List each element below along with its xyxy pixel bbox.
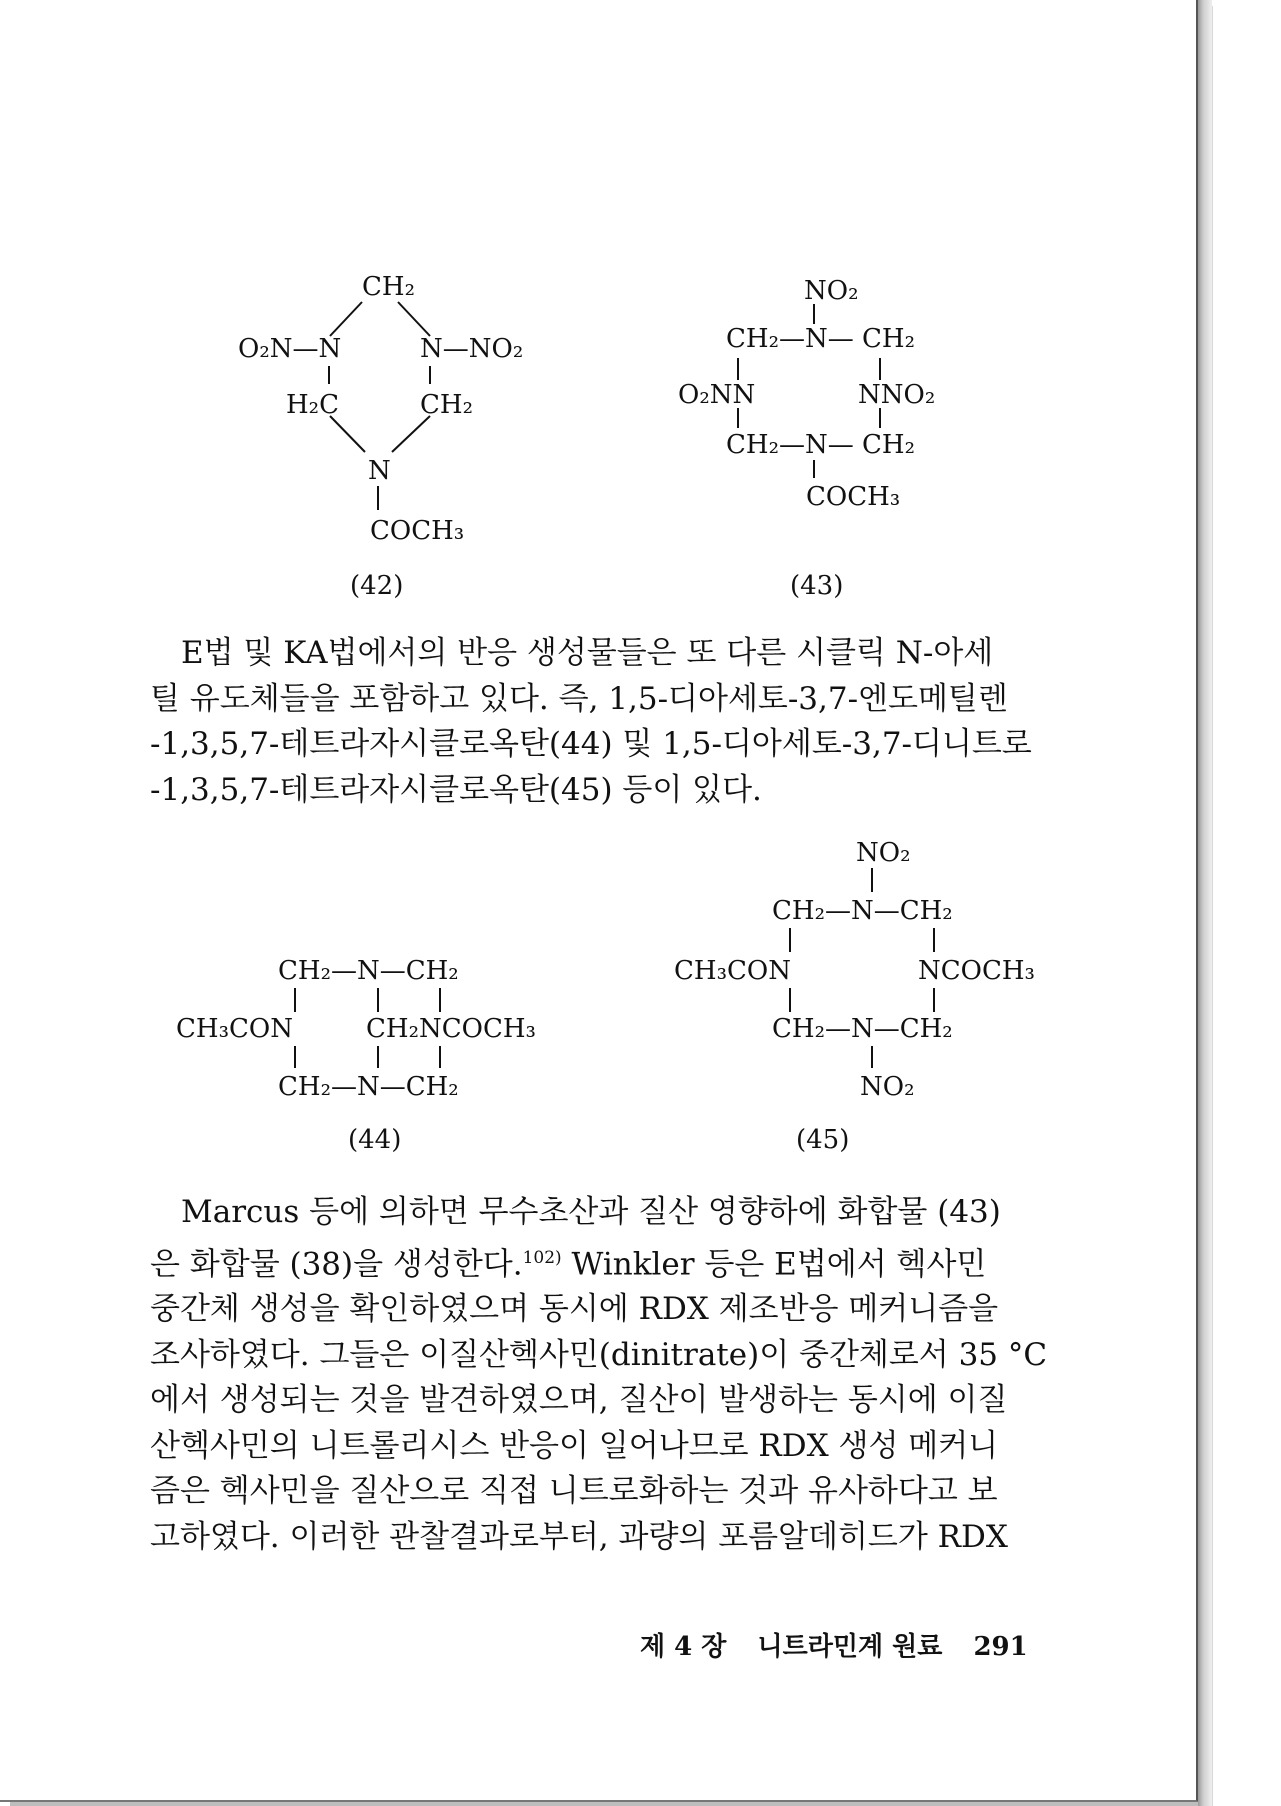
c45-left: CH₃CON — [674, 956, 791, 986]
c44-label: (44) — [348, 1125, 402, 1155]
c42-bottom-n: N — [368, 456, 391, 486]
paragraph-1-line: E법 및 KA법에서의 반응 생성물들은 또 다른 시클릭 N-아세 — [181, 635, 994, 671]
paragraph-2-line: 고하였다. 이러한 관찰결과로부터, 과량의 포름알데히드가 RDX — [150, 1518, 1008, 1555]
reference-102: 102) — [522, 1247, 562, 1268]
paragraph-2-line: Marcus 등에 의하면 무수초산과 질산 영향하에 화합물 (43) — [181, 1194, 1001, 1230]
paragraph-1-line: -1,3,5,7-테트라자시클로옥탄(44) 및 1,5-디아세토-3,7-디니트로 — [150, 726, 1032, 762]
c45-right: NCOCH₃ — [918, 956, 1035, 986]
c43-right-nno2: NNO₂ — [858, 380, 936, 410]
c43-left-nno2: O₂NN — [678, 380, 756, 410]
paragraph-2-line: 에서 생성되는 것을 발견하였으며, 질산이 발생하는 동시에 이질 — [150, 1382, 1008, 1419]
c45-label: (45) — [796, 1125, 850, 1155]
structure-45-bonds — [0, 0, 1, 1]
page-number: 291 — [973, 1632, 1028, 1662]
c44-bottom-row: CH₂—N—CH₂ — [278, 1072, 459, 1102]
line2-text: 은 화합물 (38)을 생성한다. — [150, 1245, 523, 1282]
paragraph-2-line: 산헥사민의 니트롤리시스 반응이 일어나므로 RDX 생성 메커니 — [150, 1427, 999, 1464]
paragraph-2-line: 조사하였다. 그들은 이질산헥사민(dinitrate)이 중간체로서 35 °C — [150, 1336, 1048, 1373]
c45-top-row: CH₂—N—CH₂ — [772, 896, 953, 926]
c42-acetyl: COCH₃ — [370, 516, 465, 546]
c42-left-c: H₂C — [286, 390, 339, 420]
c45-bottom-no2: NO₂ — [860, 1072, 915, 1102]
line2-text-after: Winkler 등은 E법에서 헥사민 — [561, 1245, 987, 1282]
footer-chapter: 제 4 장 — [640, 1632, 727, 1662]
c42-right-c: CH₂ — [420, 390, 473, 420]
c43-acetyl: COCH₃ — [806, 482, 901, 512]
c43-bottom-row: CH₂—N— CH₂ — [726, 430, 915, 460]
c43-label: (43) — [790, 571, 844, 601]
c42-left-n: O₂N—N — [238, 334, 342, 364]
paragraph-1 — [150, 631, 1045, 813]
footer-chapter-title: 니트라민계 원료 — [757, 1632, 943, 1662]
c44-top-row: CH₂—N—CH₂ — [278, 956, 459, 986]
paragraph-1-line: 틸 유도체들을 포함하고 있다. 즉, 1,5-디아세토-3,7-엔도메틸렌 — [150, 680, 1008, 717]
paragraph-1-line: -1,3,5,7-테트라자시클로옥탄(45) 등이 있다. — [150, 771, 762, 808]
page-edge — [1198, 0, 1212, 1806]
c42-top-ch2: CH₂ — [362, 272, 415, 302]
paragraph-2-line: 즘은 헥사민을 질산으로 직접 니트로화하는 것과 유사하다고 보 — [150, 1473, 998, 1510]
c45-top-no2: NO₂ — [856, 838, 911, 868]
c44-right: CH₂NCOCH₃ — [366, 1014, 536, 1044]
c43-top-row: CH₂—N— CH₂ — [726, 324, 915, 354]
paragraph-2 — [150, 1190, 1048, 1560]
c42-label: (42) — [350, 571, 404, 601]
c43-top-no2: NO₂ — [804, 276, 859, 306]
paragraph-2-line — [150, 1236, 1045, 1288]
page-footer — [640, 1626, 1050, 1663]
c44-left: CH₃CON — [176, 1014, 293, 1044]
c42-right-n: N—NO₂ — [420, 334, 524, 364]
c45-bottom-row: CH₂—N—CH₂ — [772, 1014, 953, 1044]
paragraph-2-line: 중간체 생성을 확인하였으며 동시에 RDX 제조반응 메커니즘을 — [150, 1291, 999, 1328]
